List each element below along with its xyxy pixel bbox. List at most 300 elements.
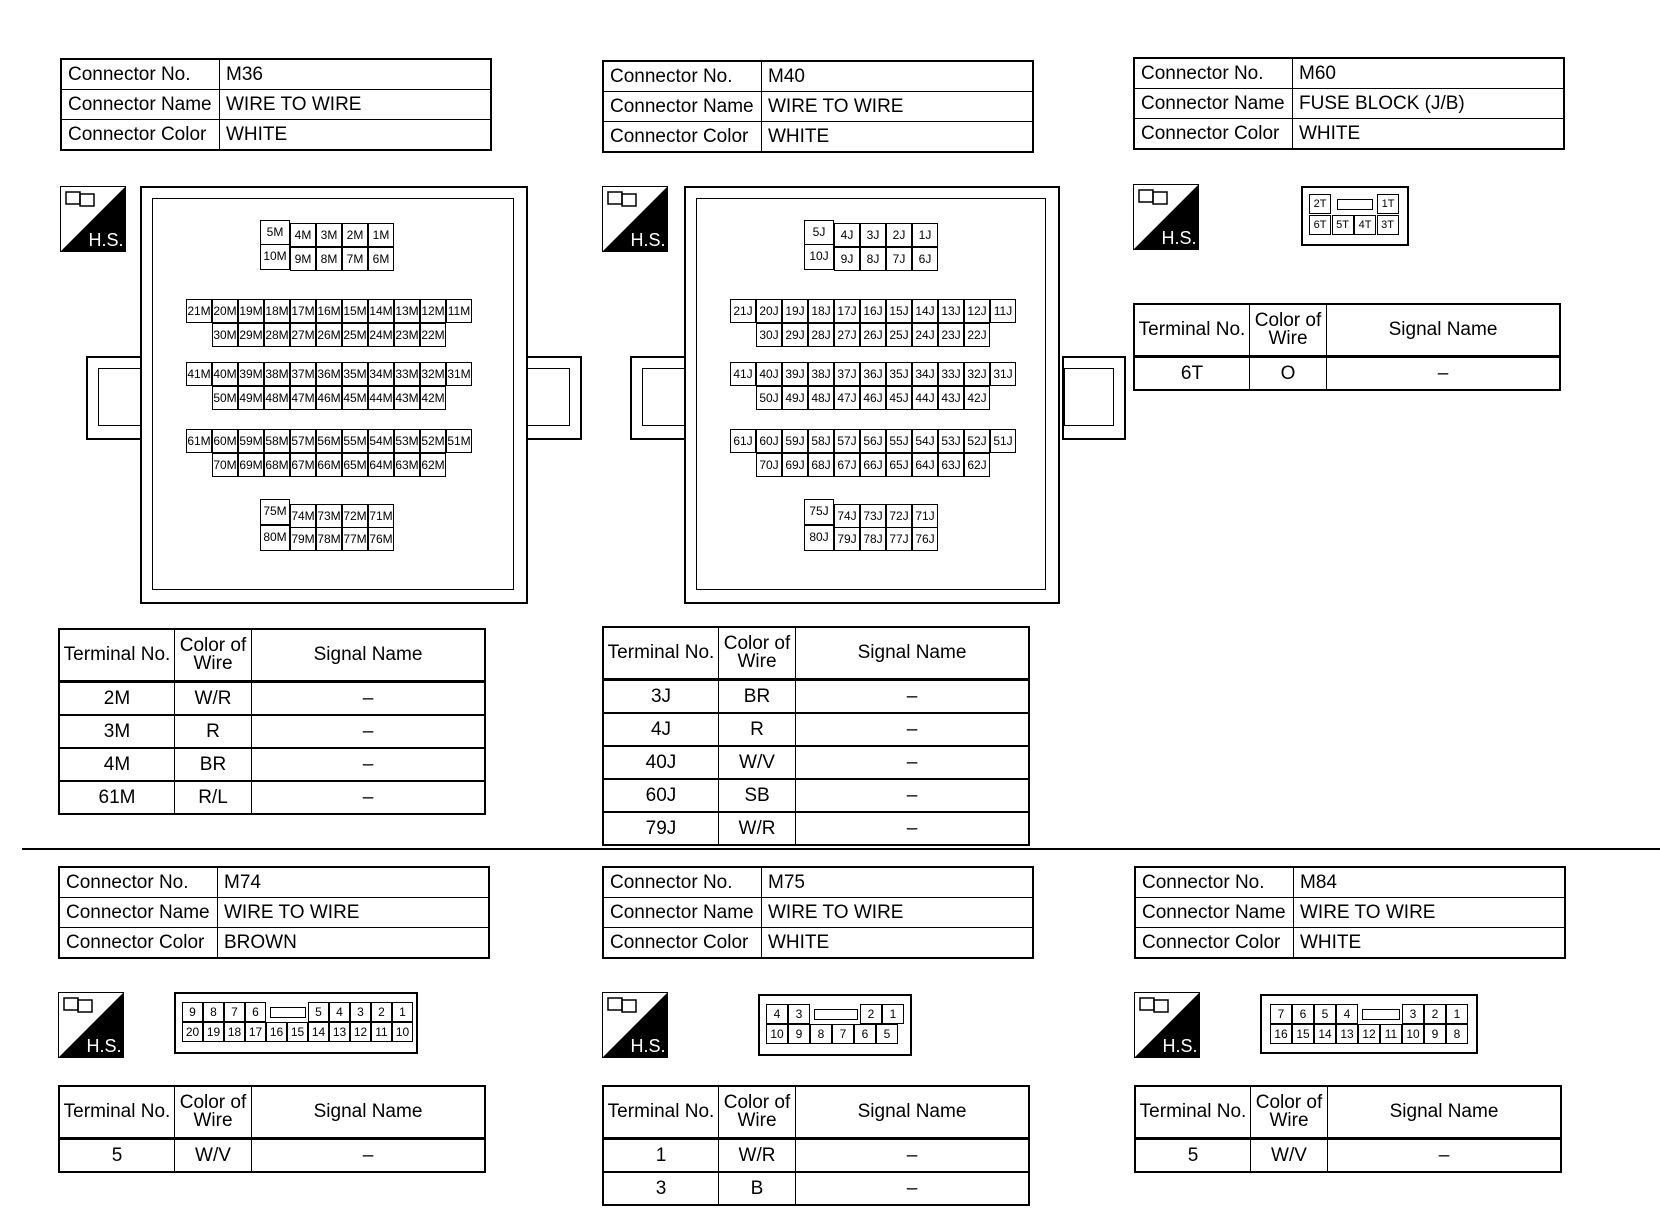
terminal-cell: 26M [316,323,342,347]
terminal-cell: 6J [912,247,938,271]
connector-info-m75 [602,866,1034,959]
table-row [603,746,1029,779]
connector-color-label: Connector Color [603,122,762,153]
terminal-cell: 5J [804,220,834,245]
terminal-cell: 75J [804,499,834,525]
terminal-cell: 20J [756,299,782,323]
terminal-cell: 21J [730,299,756,323]
terminal-cell: 22M [420,323,446,347]
terminal-cell: 41M [186,362,212,386]
terminal-cell: 11 [371,1022,392,1042]
terminal-cell: 15 [1292,1024,1314,1044]
wire-color-cell: O [1250,357,1327,391]
terminal-cell: 43J [938,386,964,410]
wire-color-cell: BR [719,680,796,714]
table-row [59,748,485,781]
terminal-cell: 4 [329,1002,350,1022]
connector-color-value: WHITE [762,122,1034,153]
terminal-cell: 79M [290,527,316,551]
terminal-cell: 40J [756,362,782,386]
latch-slot [1337,199,1373,210]
terminal-table-m36 [58,628,486,815]
terminal-cell: 59J [782,429,808,453]
terminal-cell: 3J [860,223,886,247]
terminal-table-m60 [1133,303,1561,391]
connector-color-label: Connector Color [1135,928,1294,959]
terminal-cell: 40M [212,362,238,386]
terminal-cell: 39J [782,362,808,386]
signal-name-cell: – [252,715,486,748]
terminal-cell: 77J [886,527,912,551]
terminal-cell: 79J [834,527,860,551]
signal-name-cell: – [252,1139,486,1173]
terminal-cell: 4J [834,223,860,247]
terminal-cell: 17J [834,299,860,323]
wire-color-header [175,629,252,682]
terminal-cell: 25M [342,323,368,347]
wire-color-cell: W/R [719,1139,796,1173]
terminal-cell: 63J [938,453,964,477]
terminal-no-header: Terminal No. [59,1086,175,1139]
terminal-cell: 50M [212,386,238,410]
connector-no-value: M84 [1294,867,1566,898]
terminal-cell: 33J [938,362,964,386]
terminal-cell: 2T [1309,194,1331,214]
wire-color-cell: BR [175,748,252,781]
terminal-cell: 45M [342,386,368,410]
connector-name-label: Connector Name [61,90,220,120]
terminal-cell: 1 [1446,1004,1468,1024]
wire-color-cell: W/V [719,746,796,779]
connector-face-m84 [1260,994,1478,1054]
terminal-cell: 14 [308,1022,329,1042]
terminal-cell: 2 [1424,1004,1446,1024]
terminal-cell: 2J [886,223,912,247]
terminal-cell: 41J [730,362,756,386]
terminal-cell: 32M [420,362,446,386]
terminal-cell: 9 [788,1024,810,1044]
connector-color-value: WHITE [762,928,1034,959]
terminal-cell: 16J [860,299,886,323]
terminal-cell: 60J [756,429,782,453]
table-row [59,1139,485,1173]
terminal-cell: 17M [290,299,316,323]
wire-label: Wire [737,1110,777,1131]
terminal-cell: 34J [912,362,938,386]
terminal-cell: 1J [912,223,938,247]
wire-color-header [1251,1086,1328,1139]
terminal-cell: 54J [912,429,938,453]
terminal-cell: 4 [1336,1004,1358,1024]
terminal-cell: 76J [912,527,938,551]
terminal-cell: 65J [886,453,912,477]
terminal-cell: 46M [316,386,342,410]
terminal-no-header: Terminal No. [59,629,175,682]
terminal-cell: 3 [350,1002,371,1022]
connector-info-m40 [602,60,1034,153]
terminal-no-header: Terminal No. [1135,1086,1251,1139]
terminal-cell: 54M [368,429,394,453]
wire-label: Wire [193,1110,233,1131]
signal-name-cell: – [1328,1139,1562,1173]
terminal-cell: 11J [990,299,1016,323]
connector-face-m75 [758,994,912,1056]
terminal-cell: 73J [860,504,886,528]
table-row [59,715,485,748]
signal-name-cell: – [796,779,1030,812]
connector-face-m40 [630,186,1124,602]
terminal-cell: 12 [350,1022,371,1042]
signal-name-cell: – [1327,357,1561,391]
terminal-cell: 10 [392,1022,413,1042]
terminal-cell: 44M [368,386,394,410]
terminal-cell: 32J [964,362,990,386]
terminal-cell: 9J [834,247,860,271]
terminal-cell: 1 [392,1002,413,1022]
terminal-cell: 60M [212,429,238,453]
connector-color-label: Connector Color [61,120,220,151]
connector-name-value: FUSE BLOCK (J/B) [1293,89,1565,119]
terminal-cell: 14J [912,299,938,323]
terminal-cell: 35J [886,362,912,386]
terminal-cell: 48J [808,386,834,410]
wire-color-cell: W/V [1251,1139,1328,1173]
terminal-cell: 51M [446,429,472,453]
terminal-grid [1260,994,1478,1054]
terminal-cell: 20 [182,1022,203,1042]
connector-face-m36 [86,186,580,602]
terminal-cell: 6 [1292,1004,1314,1024]
terminal-cell: 16 [266,1022,287,1042]
terminal-cell: 64M [368,453,394,477]
terminal-cell: 24M [368,323,394,347]
terminal-cell: 74J [834,504,860,528]
table-row [603,680,1029,714]
terminal-cell: 10 [1402,1024,1424,1044]
terminal-cell: 26J [860,323,886,347]
connector-info-m84 [1134,866,1566,959]
connector-no-label: Connector No. [1134,58,1293,89]
terminal-cell: 6 [854,1024,876,1044]
terminal-cell: 61M [186,429,212,453]
table-row [59,781,485,814]
terminal-cell: 7 [224,1002,245,1022]
terminal-grid [758,994,912,1056]
connector-face-m74 [174,992,418,1054]
color-of-label: Color of [179,635,247,656]
connector-no-label: Connector No. [61,59,220,90]
signal-name-cell: – [796,713,1030,746]
terminal-cell: 73M [316,504,342,528]
terminal-cell: 4T [1354,215,1376,235]
terminal-no-header: Terminal No. [603,1086,719,1139]
connector-name-label: Connector Name [603,92,762,122]
connector-name-label: Connector Name [603,898,762,928]
terminal-cell: 27M [290,323,316,347]
terminal-cell: 2 [371,1002,392,1022]
terminal-cell: 12M [420,299,446,323]
terminal-cell: 9 [182,1002,203,1022]
terminal-cell: 5M [260,220,290,245]
terminal-cell: 2M [342,223,368,247]
connector-no-label: Connector No. [603,867,762,898]
terminal-cell: 39M [238,362,264,386]
terminal-cell: 28M [264,323,290,347]
signal-name-header: Signal Name [796,627,1030,680]
terminal-cell: 15M [342,299,368,323]
connector-no-label: Connector No. [59,867,218,898]
terminal-cell: 10J [804,244,834,270]
color-of-label: Color of [179,1092,247,1113]
terminal-cell: 48M [264,386,290,410]
hs-label: H.S. [1161,228,1197,248]
signal-name-cell: – [796,1172,1030,1205]
terminal-cell: 4 [766,1004,788,1024]
terminal-cell: 37J [834,362,860,386]
terminal-cell: 31M [446,362,472,386]
terminal-cell: 67J [834,453,860,477]
terminal-cell: 2 [860,1004,882,1024]
terminal-cell: 65M [342,453,368,477]
terminal-no-header: Terminal No. [1134,304,1250,357]
terminal-cell: 61J [730,429,756,453]
terminal-cell: 43M [394,386,420,410]
divider-line [22,848,1660,850]
terminal-cell: 64J [912,453,938,477]
terminal-cell: 15J [886,299,912,323]
terminal-cell: 46J [860,386,886,410]
connector-name-label: Connector Name [1134,89,1293,119]
terminal-no-cell: 2M [59,682,175,716]
terminal-cell: 11 [1380,1024,1402,1044]
terminal-cell: 35M [342,362,368,386]
terminal-cell: 23J [938,323,964,347]
color-of-label: Color of [1254,310,1322,331]
terminal-cell: 69M [238,453,264,477]
signal-name-cell: – [796,1139,1030,1173]
terminal-no-cell: 4J [603,713,719,746]
terminal-cell: 20M [212,299,238,323]
signal-name-cell: – [796,746,1030,779]
connector-color-value: BROWN [218,928,490,959]
terminal-cell: 57M [290,429,316,453]
wire-color-cell: W/V [175,1139,252,1173]
connector-name-value: WIRE TO WIRE [762,92,1034,122]
terminal-cell: 19J [782,299,808,323]
terminal-cell: 75M [260,499,290,525]
terminal-cell: 5 [876,1024,898,1044]
terminal-cell: 80J [804,525,834,551]
terminal-cell: 57J [834,429,860,453]
terminal-cell: 21M [186,299,212,323]
terminal-cell: 28J [808,323,834,347]
hs-icon [1133,184,1199,250]
wire-color-cell: R [175,715,252,748]
terminal-no-cell: 40J [603,746,719,779]
latch-slot [1362,1009,1400,1020]
terminal-cell: 72M [342,504,368,528]
terminal-cell: 80M [260,525,290,551]
terminal-cell: 6M [368,247,394,271]
wire-label: Wire [1269,1110,1309,1131]
color-of-label: Color of [1255,1092,1323,1113]
terminal-cell: 55M [342,429,368,453]
terminal-table-m75 [602,1085,1030,1206]
terminal-cell: 25J [886,323,912,347]
terminal-cell: 5 [1314,1004,1336,1024]
terminal-no-cell: 79J [603,812,719,845]
terminal-cell: 1T [1377,194,1399,214]
wire-color-header [719,627,796,680]
terminal-cell: 8 [1446,1024,1468,1044]
connector-color-value: WHITE [220,120,492,151]
terminal-no-cell: 3J [603,680,719,714]
signal-name-header: Signal Name [796,1086,1030,1139]
terminal-cell: 38M [264,362,290,386]
terminal-cell: 27J [834,323,860,347]
terminal-cell: 1 [882,1004,904,1024]
terminal-cell: 71J [912,504,938,528]
terminal-cell: 8 [810,1024,832,1044]
signal-name-header: Signal Name [252,629,486,682]
terminal-cell: 59M [238,429,264,453]
hs-label: H.S. [1162,1036,1198,1056]
wire-color-cell: R/L [175,781,252,814]
terminal-cell: 13J [938,299,964,323]
terminal-cell: 1M [368,223,394,247]
terminal-cell: 3T [1377,215,1399,235]
terminal-cell: 8J [860,247,886,271]
connector-color-value: WHITE [1293,119,1565,150]
signal-name-cell: – [252,781,486,814]
terminal-cell: 38J [808,362,834,386]
terminal-cell: 24J [912,323,938,347]
color-of-label: Color of [723,633,791,654]
terminal-cell: 47J [834,386,860,410]
wire-color-cell: W/R [719,812,796,845]
terminal-cell: 36M [316,362,342,386]
terminal-cell: 22J [964,323,990,347]
terminal-table-m84 [1134,1085,1562,1173]
terminal-cell: 16 [1270,1024,1292,1044]
connector-name-label: Connector Name [59,898,218,928]
terminal-cell: 16M [316,299,342,323]
connector-name-value: WIRE TO WIRE [220,90,492,120]
terminal-cell: 6T [1309,215,1331,235]
terminal-cell: 13M [394,299,420,323]
hs-label: H.S. [88,230,124,250]
terminal-cell: 37M [290,362,316,386]
terminal-cell: 49M [238,386,264,410]
terminal-cell: 62J [964,453,990,477]
terminal-cell: 13 [329,1022,350,1042]
terminal-cell: 14 [1314,1024,1336,1044]
terminal-table-m74 [58,1085,486,1173]
color-of-label: Color of [723,1092,791,1113]
terminal-grid [630,186,1124,602]
terminal-cell: 12 [1358,1024,1380,1044]
terminal-cell: 3M [316,223,342,247]
terminal-no-cell: 1 [603,1139,719,1173]
terminal-cell: 34M [368,362,394,386]
wire-color-cell: SB [719,779,796,812]
terminal-cell: 49J [782,386,808,410]
terminal-cell: 42M [420,386,446,410]
wire-label: Wire [193,653,233,674]
wire-label: Wire [737,651,777,672]
terminal-cell: 10M [260,244,290,270]
terminal-no-cell: 4M [59,748,175,781]
terminal-cell: 5 [308,1002,329,1022]
wire-color-header [1250,304,1327,357]
terminal-no-cell: 3 [603,1172,719,1205]
hs-label: H.S. [630,230,666,250]
connector-no-value: M60 [1293,58,1565,89]
terminal-cell: 69J [782,453,808,477]
terminal-cell: 44J [912,386,938,410]
terminal-cell: 11M [446,299,472,323]
terminal-cell: 70J [756,453,782,477]
table-row [603,812,1029,845]
terminal-cell: 19M [238,299,264,323]
latch-slot [814,1009,858,1020]
terminal-cell: 17 [245,1022,266,1042]
terminal-cell: 63M [394,453,420,477]
terminal-cell: 33M [394,362,420,386]
connector-color-label: Connector Color [59,928,218,959]
table-row [603,779,1029,812]
connector-name-value: WIRE TO WIRE [762,898,1034,928]
connector-info-m60 [1133,57,1565,150]
terminal-cell: 76M [368,527,394,551]
terminal-cell: 7 [832,1024,854,1044]
signal-name-cell: – [252,748,486,781]
connector-color-label: Connector Color [603,928,762,959]
signal-name-header: Signal Name [1327,304,1561,357]
terminal-cell: 77M [342,527,368,551]
connector-name-label: Connector Name [1135,898,1294,928]
connector-no-value: M74 [218,867,490,898]
terminal-cell: 9M [290,247,316,271]
terminal-no-cell: 60J [603,779,719,812]
wire-color-cell: R [719,713,796,746]
wire-color-header [175,1086,252,1139]
hs-icon [58,992,124,1058]
terminal-cell: 36J [860,362,886,386]
terminal-cell: 3 [788,1004,810,1024]
table-row [603,1172,1029,1205]
terminal-cell: 9 [1424,1024,1446,1044]
connector-no-label: Connector No. [1135,867,1294,898]
terminal-cell: 4M [290,223,316,247]
table-row [603,1139,1029,1173]
table-row [1134,357,1560,391]
terminal-cell: 8M [316,247,342,271]
connector-no-value: M36 [220,59,492,90]
connector-color-label: Connector Color [1134,119,1293,150]
signal-name-header: Signal Name [252,1086,486,1139]
terminal-cell: 53M [394,429,420,453]
terminal-no-cell: 61M [59,781,175,814]
terminal-cell: 29M [238,323,264,347]
terminal-cell: 52J [964,429,990,453]
hs-icon [1134,992,1200,1058]
terminal-cell: 71M [368,504,394,528]
terminal-cell: 50J [756,386,782,410]
terminal-cell: 68M [264,453,290,477]
terminal-cell: 19 [203,1022,224,1042]
terminal-cell: 66M [316,453,342,477]
